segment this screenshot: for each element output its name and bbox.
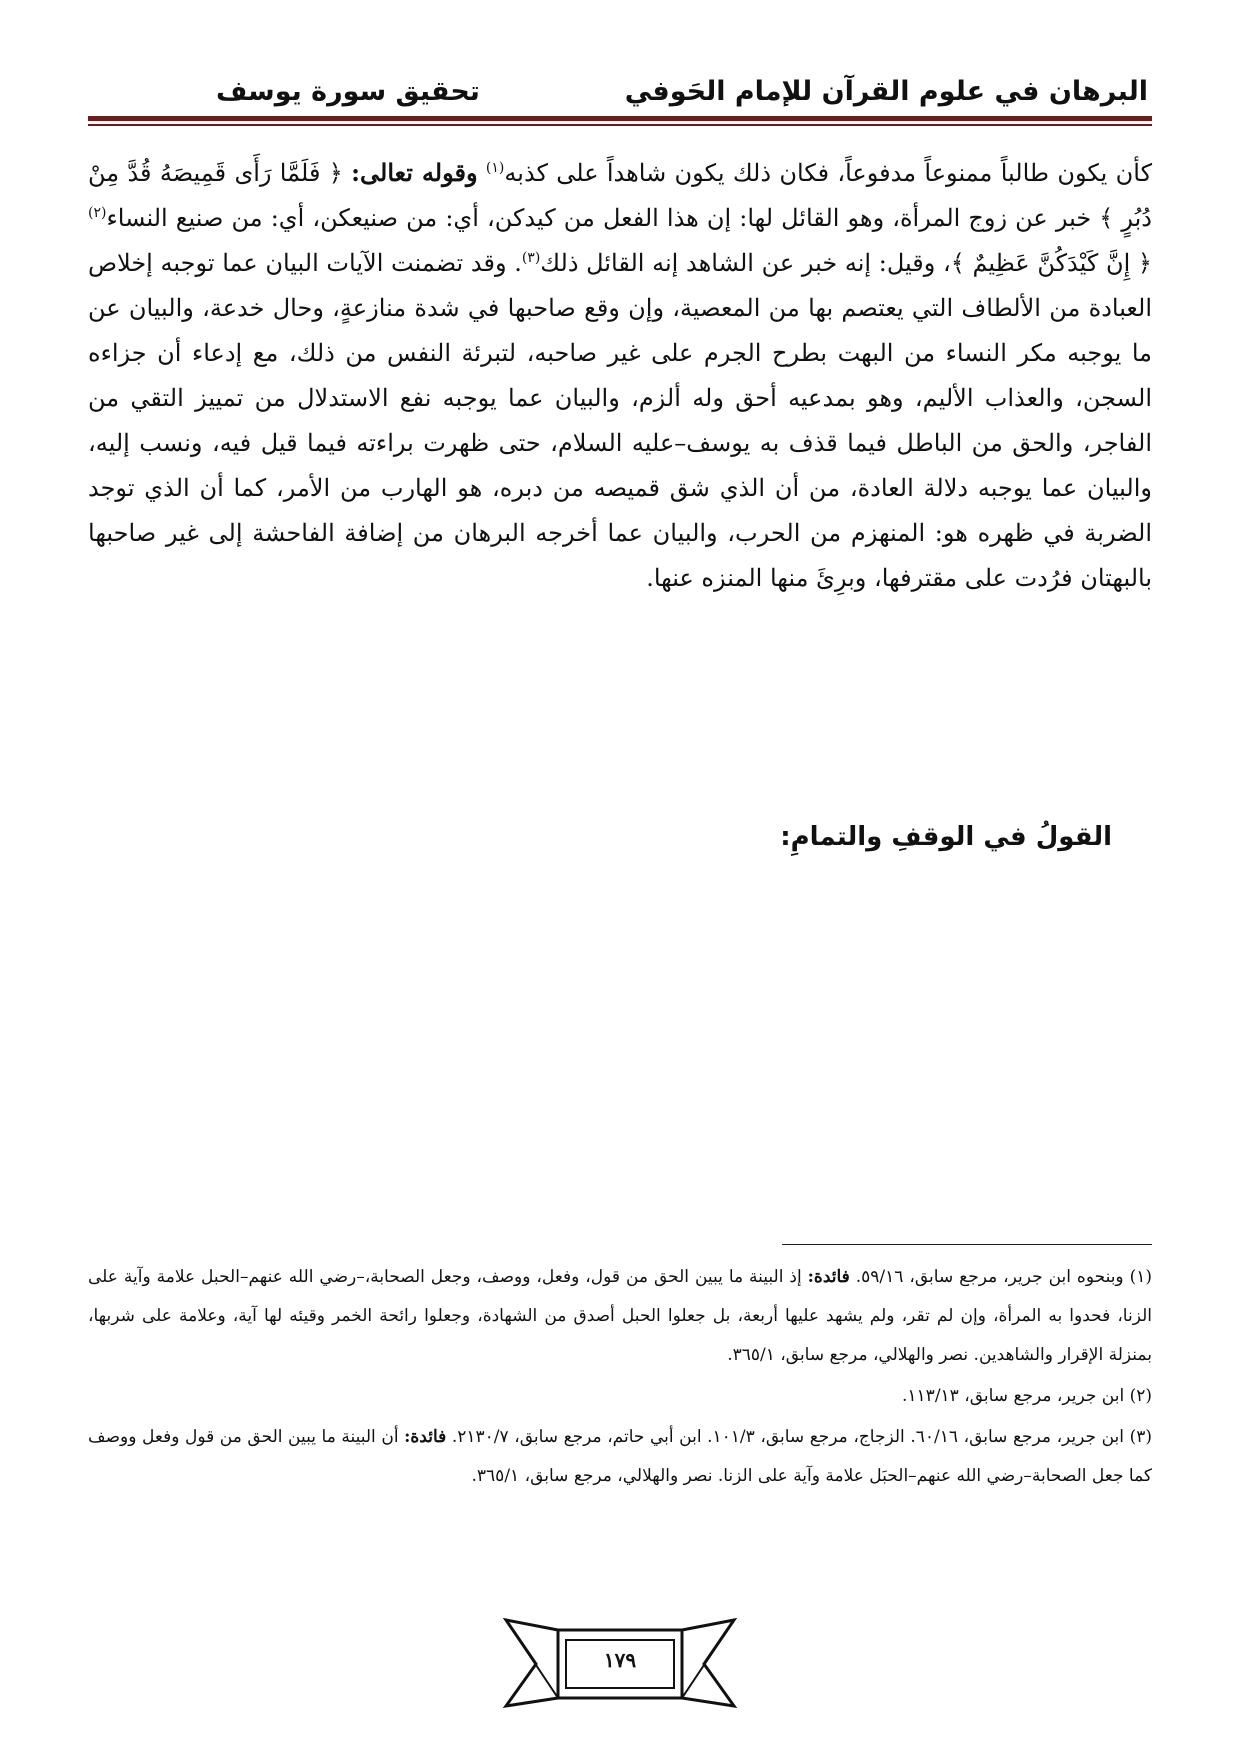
text-run: . وقد تضمنت الآيات البيان عما توجبه إخلاص العبادة من الألطاف التي يعتصم بها من المعصية، وإن وقع صاحبها في شدة منازعةٍ، وحال خدعة، والبيان عن ما يوجبه مكر النساء من البهت بطرح الجرم على غير صاحبه، لتبرئة النفس من ذلك، مع إدعاء أن جزاءه السجن، والعذاب الأليم، وهو بمدعيه أحق وله ألزم، والبيان عما يوجبه نفع الاستدلال من تمييز التقي من الفاجر، والحق من الباطل فيما قذف به يوسف–عليه السلام، حتى ظهرت براءته فيما قيل فيه، ونسب إليه، والبيان عما يوجبه دلالة العادة، من أن الذي شق قميصه من دبره، هو الهارب من الأمر، كما أن الذي توجد الضربة في ظهره هو: المنهزم من الحرب، والبيان عما أخرجه البرهان من إضافة الفاحشة إلى غير صاحبها بالبهتان فرُدت على مقترفها، وبرِئَ منها المنزه عنها. [88, 249, 1152, 592]
section-heading: القولُ في الوقفِ والتمامِ: [780, 822, 1112, 852]
paragraph [88, 150, 1152, 601]
quran-verse: ﴿ إِنَّ كَيْدَكُنَّ عَظِيمٌ ﴾ [950, 249, 1152, 277]
header-rule-thick [88, 116, 1152, 121]
footnote-ref-2[interactable]: (٢) [88, 205, 107, 221]
book-title: البرهان في علوم القرآن للإمام الحَوفي [624, 76, 1148, 107]
page-number-ornament [498, 1618, 742, 1708]
quran-verse: ﴿ فَلَمَّا رَأَى قَمِيصَهُ قُدَّ مِنْ دُبُرٍ ﴾ [88, 159, 1152, 232]
text-run: كأن يكون طالباً ممنوعاً مدفوعاً، فكان ذلك يكون شاهداً على كذبه [504, 159, 1152, 187]
page-number: ١٧٩ [603, 1648, 637, 1672]
text-run: ، وقيل: إنه خبر عن الشاهد إنه القائل ذلك [540, 249, 951, 277]
footnote-note-label: فائدة: [404, 1427, 447, 1447]
header-rule-thin [88, 124, 1152, 126]
footnote-ref-1[interactable]: (١) [485, 160, 505, 176]
footnote-separator [782, 1244, 1152, 1245]
running-header [88, 70, 1152, 118]
footnotes [88, 1258, 1152, 1498]
chapter-title: تحقيق سورة يوسف [216, 76, 480, 107]
footnote-ref-3[interactable]: (٣) [521, 250, 541, 266]
footnote-3: (٣) ابن جرير، مرجع سابق، ٦٠/١٦. الزجاج، مرجع سابق، ١٠١/٣. ابن أبي حاتم، مرجع سابق، ٢١٣٠/٧. فائدة: أن البينة ما يبين الحق من قول وفعل ووصف كما جعل الصحابة–رضي الله عنهم–الحبَل علامة وآية على الزنا. نصر والهلالي، مرجع سابق، ٣٦٥/١. [88, 1427, 1152, 1486]
footnote-2: (٢) ابن جرير، مرجع سابق، ١١٣/١٣. [902, 1386, 1152, 1406]
main-paragraph [88, 150, 1152, 601]
footnote-1: (١) وبنحوه ابن جرير، مرجع سابق، ٥٩/١٦. فائدة: إذ البينة ما يبين الحق من قول، وفعل، ووصف، وجعل الصحابة،–رضي الله عنهم–الحبل علامة وآية على الزنا، فحدوا به المرأة، وإن لم تقر، ولم يشهد عليها أربعة، بل جعلوا الحبل أصدق من الشهادة، وجعلوا رائحة الخمر وقيئه لها آية، وعلامة على شربها، بمنزلة الإقرار والشاهدين. نصر والهلالي، مرجع سابق، ٣٦٥/١. [88, 1267, 1153, 1365]
footnote-note-label: فائدة: [807, 1267, 850, 1287]
text-run: خبر عن زوج المرأة، وهو القائل لها: إن هذا الفعل من كيدكن، أي: من صنيعكن، أي: من صنيع النساء [106, 204, 1100, 232]
bold-phrase: وقوله تعالى: [351, 158, 478, 187]
